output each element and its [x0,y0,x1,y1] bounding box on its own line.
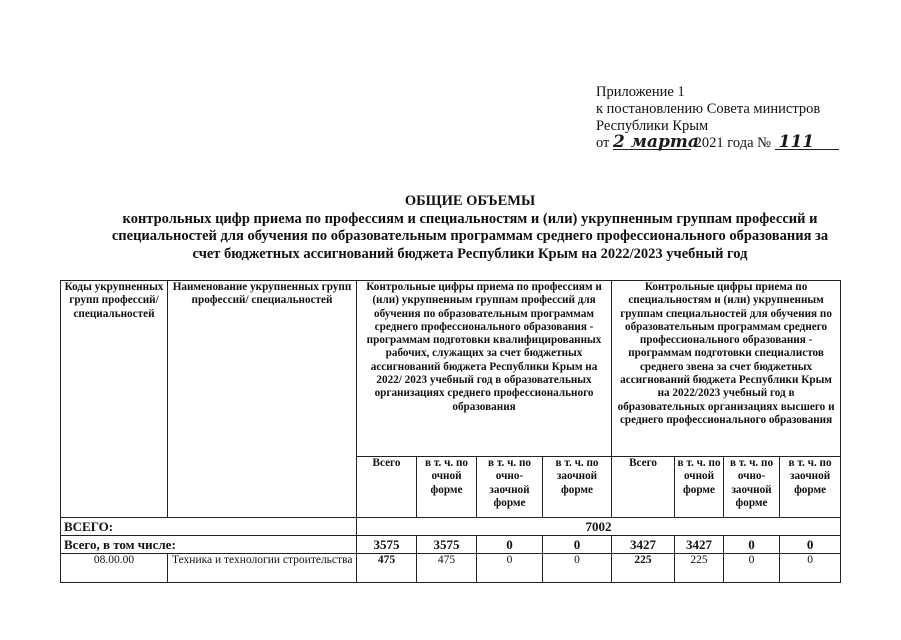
row-value: 225 [612,554,675,583]
title-line-3: счет бюджетных ассигнований бюджета Республики Крым на 2022/2023 учебный год [192,245,748,262]
header-full-time-1: в т. ч. по очной форме [417,457,477,518]
header-row-groups [61,281,841,457]
handwritten-number: 111 [775,135,839,150]
appendix-line-2: к постановлению Совета министров [596,101,821,117]
appendix-prefix: от [596,135,610,151]
header-total-1: Всего [357,457,417,518]
grand-total-label: ВСЕГО: [61,518,357,536]
appendix-block [596,84,876,152]
subtotal-row [61,536,841,554]
subtotal-value: 0 [543,536,612,554]
subtotal-label: Всего, в том числе: [61,536,357,554]
table-row [61,554,841,583]
subtotal-value: 3575 [357,536,417,554]
row-value: 225 [675,554,724,583]
row-value: 0 [724,554,780,583]
header-extramural-1: в т. ч. по заочной форме [543,457,612,518]
header-group-specialists: Контрольные цифры приема по специальностям и (или) укрупненным группам специальностей для обучения по образовательным программам среднего профессионального образования - программам подготовки специалистов среднего звена за счет бюджетных ассигнований бюджета Республики Крым на 2022/2023 учебный год в образовательных организациях высшего и среднего профессионального образования [612,281,841,457]
appendix-line-1: Приложение 1 [596,84,685,100]
grand-total-row [61,518,841,536]
header-group-workers: Контрольные цифры приема по профессиям и (или) укрупненным группам профессий для обучения по образовательным программам среднего профессионального образования - программам подготовки квалифицированных рабочих, служащих за счет бюджетных ассигнований бюджета Республики Крым на 2022/ 2023 учебный год в образовательных организациях среднего профессионального образования [357,281,612,457]
row-value: 0 [780,554,841,583]
row-name: Техника и технологии строительства [168,554,357,583]
appendix-year-text: 2021 года № [694,135,771,151]
header-extramural-2: в т. ч. по заочной форме [780,457,841,518]
appendix-date-line [596,132,876,152]
subtotal-value: 0 [724,536,780,554]
header-total-2: Всего [612,457,675,518]
title-line-1: контрольных цифр приема по профессиям и специальностям и (или) укрупненным группам профессий и [122,210,818,227]
handwritten-date: 2 марта [613,132,699,152]
subtotal-value: 0 [780,536,841,554]
header-codes: Коды укрупненных групп профессий/ специальностей [61,281,168,518]
row-value: 475 [417,554,477,583]
title-line-2: специальностей для обучения по образовательным программам среднего профессионального образования за [111,228,829,244]
grand-total-value: 7002 [357,518,841,536]
header-part-time-2: в т. ч. по очно-заочной форме [724,457,780,518]
subtotal-value: 3575 [417,536,477,554]
subtotal-value: 3427 [612,536,675,554]
appendix-line-3: Республики Крым [596,118,709,134]
row-value: 475 [357,554,417,583]
header-part-time-1: в т. ч. по очно-заочной форме [477,457,543,518]
header-names: Наименование укрупненных групп профессий/ специальностей [168,281,357,518]
subtotal-value: 0 [477,536,543,554]
admission-table [60,280,841,583]
subtotal-value: 3427 [675,536,724,554]
row-value: 0 [477,554,543,583]
document-title [60,193,880,263]
header-full-time-2: в т. ч. по очной форме [675,457,724,518]
row-value: 0 [543,554,612,583]
title-heading: ОБЩИЕ ОБЪЕМЫ [404,193,536,209]
row-code: 08.00.00 [61,554,168,583]
